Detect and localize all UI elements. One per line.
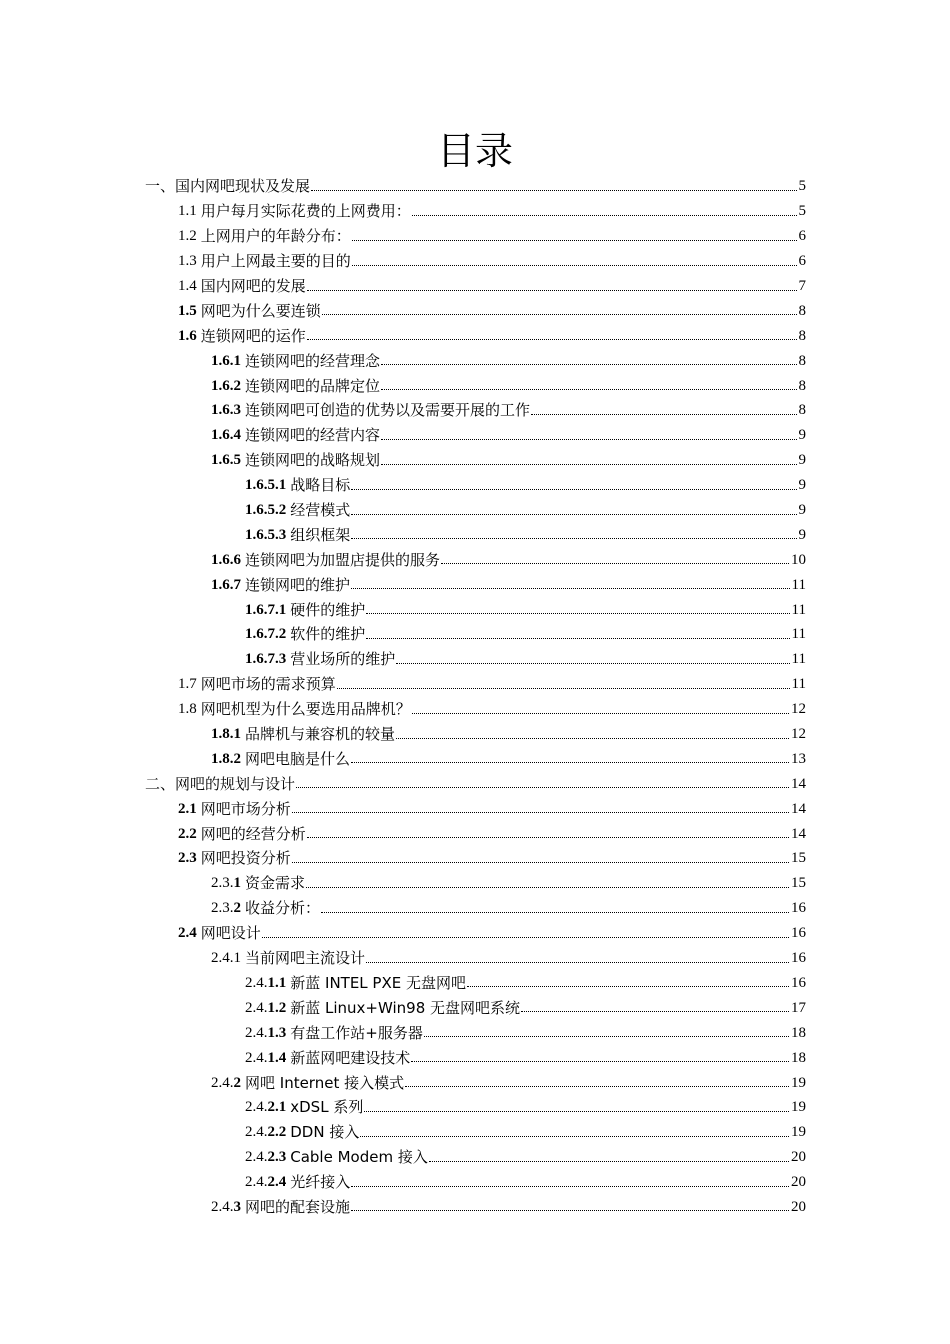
toc-entry[interactable]	[0, 522, 806, 547]
toc-entry[interactable]	[0, 622, 806, 647]
dot-leader	[381, 389, 796, 390]
toc-entry-title: 有盘工作站+服务器	[290, 1023, 423, 1042]
dot-leader	[366, 638, 789, 639]
toc-entry-page: 18	[791, 1024, 806, 1041]
dot-leader	[381, 364, 796, 365]
toc-entry-page: 9	[798, 526, 806, 543]
dot-leader	[405, 1086, 789, 1087]
toc-entry-title: 二、网吧的规划与设计	[145, 774, 296, 793]
toc-entry[interactable]	[0, 672, 806, 697]
toc-entry-number: 1.6.7.2	[245, 626, 287, 643]
toc-entry-number: 1.4	[267, 1049, 287, 1066]
toc-entry-page: 14	[791, 825, 806, 842]
toc-entry-page: 14	[791, 800, 806, 817]
toc-entry-title: 连锁网吧为加盟店提供的服务	[245, 550, 441, 569]
toc-entry-number: 3	[233, 1198, 241, 1215]
toc-entry[interactable]	[0, 647, 806, 672]
toc-entry[interactable]	[0, 547, 806, 572]
toc-entry-title: 组织框架	[290, 525, 351, 544]
toc-entry-page: 8	[798, 302, 806, 319]
dot-leader	[306, 887, 789, 888]
toc-entry-page: 19	[791, 1124, 806, 1141]
toc-entry-title: 用户上网最主要的目的	[200, 252, 351, 271]
toc-entry-number: 2	[233, 1074, 241, 1091]
toc-entry-page: 20	[791, 1198, 806, 1215]
toc-entry-number: 1.5	[178, 302, 197, 319]
toc-entry[interactable]	[0, 697, 806, 722]
page-title: 目录	[436, 129, 513, 173]
toc-entry-page: 15	[791, 850, 806, 867]
toc-entry-title: 网吧的经营分析	[200, 824, 306, 843]
dot-leader	[366, 613, 789, 614]
toc-entry-prefix: 1.3	[178, 253, 197, 270]
toc-entry-page: 16	[791, 950, 806, 967]
toc-entry-title: 连锁网吧可创造的优势以及需要开展的工作	[245, 401, 531, 420]
dot-leader	[411, 1061, 789, 1062]
toc-entry[interactable]	[0, 821, 806, 846]
toc-entry-page: 18	[791, 1049, 806, 1066]
toc-entry-title: 当前网吧主流设计	[245, 949, 366, 968]
toc-entry-page: 19	[791, 1099, 806, 1116]
toc-entry-prefix: 2.4.	[245, 1099, 268, 1116]
toc-entry-page: 8	[798, 402, 806, 419]
toc-entry[interactable]	[0, 348, 806, 373]
toc-entry-number: 1	[233, 875, 241, 892]
toc-entry-number: 2.2	[267, 1124, 287, 1141]
dot-leader	[381, 464, 796, 465]
toc-entry-number: 1.2	[267, 999, 287, 1016]
toc-entry-page: 20	[791, 1174, 806, 1191]
toc-entry-page: 12	[791, 701, 806, 718]
dot-leader	[364, 1111, 789, 1112]
dot-leader	[521, 1011, 789, 1012]
toc-entry[interactable]	[0, 871, 806, 896]
toc-entry-title: 网吧电脑是什么	[245, 749, 351, 768]
toc-entry-number: 1.6.5	[211, 452, 241, 469]
toc-entry[interactable]	[0, 373, 806, 398]
toc-entry-page: 16	[791, 974, 806, 991]
toc-entry-number: 1.6.4	[211, 427, 241, 444]
toc-entry-title: 软件的维护	[290, 625, 366, 644]
toc-entry[interactable]	[0, 448, 806, 473]
toc-entry[interactable]	[0, 249, 806, 274]
toc-entry-title: 硬件的维护	[290, 600, 366, 619]
toc-entry[interactable]	[0, 722, 806, 747]
toc-entry[interactable]	[0, 1170, 806, 1195]
dot-leader	[396, 663, 789, 664]
toc-entry-prefix: 1.2	[178, 228, 197, 245]
toc-entry[interactable]	[0, 473, 806, 498]
toc-entry-prefix: 2.4.	[245, 999, 268, 1016]
table-of-contents	[0, 174, 950, 1219]
toc-entry-title: 网吧机型为什么要选用品牌机？	[200, 700, 411, 719]
toc-entry-page: 16	[791, 900, 806, 917]
toc-entry-number: 2.1	[178, 800, 197, 817]
dot-leader	[352, 265, 797, 266]
toc-entry-title: 新蓝 INTEL PXE 无盘网吧	[290, 973, 466, 992]
dot-leader	[262, 937, 789, 938]
dot-leader	[307, 339, 797, 340]
toc-entry[interactable]	[0, 946, 806, 971]
toc-entry-prefix: 1.4	[178, 278, 197, 294]
dot-leader	[321, 912, 789, 913]
toc-entry-title: 网吧投资分析	[200, 849, 291, 868]
dot-leader	[292, 862, 789, 863]
toc-entry-title: 收益分析：	[245, 899, 321, 918]
dot-leader	[531, 414, 796, 415]
toc-entry[interactable]	[0, 771, 806, 796]
toc-entry-title: 连锁网吧的经营内容	[245, 426, 381, 445]
toc-entry[interactable]	[0, 174, 806, 199]
toc-entry-title: 连锁网吧的品牌定位	[245, 376, 381, 395]
toc-entry-page: 13	[791, 750, 806, 767]
dot-leader	[467, 986, 789, 987]
toc-entry-number: 2.4	[267, 1174, 287, 1191]
toc-entry-title: 用户每月实际花费的上网费用：	[200, 202, 411, 221]
toc-entry-prefix: 2.4.	[211, 1198, 234, 1215]
toc-entry-page: 7	[798, 278, 806, 294]
toc-entry-title: 连锁网吧的维护	[245, 575, 351, 594]
toc-entry-page: 9	[798, 427, 806, 444]
dot-leader	[396, 738, 789, 739]
toc-entry-number: 1.6.7	[211, 576, 241, 593]
toc-entry-prefix: 1.8	[178, 701, 197, 718]
toc-entry-page: 6	[798, 228, 806, 245]
toc-entry[interactable]	[0, 1095, 806, 1120]
toc-entry-number: 1.6.5.1	[245, 477, 287, 494]
toc-entry[interactable]	[0, 597, 806, 622]
toc-entry[interactable]	[0, 498, 806, 523]
toc-entry[interactable]	[0, 199, 806, 224]
toc-entry-page: 9	[798, 502, 806, 519]
toc-entry[interactable]	[0, 971, 806, 996]
toc-entry-title: 光纤接入	[290, 1173, 351, 1192]
toc-entry-title: 连锁网吧的运作	[200, 326, 306, 345]
toc-entry-page: 11	[791, 626, 806, 643]
toc-entry-title: 上网用户的年龄分布：	[200, 227, 351, 246]
toc-entry-title: 新蓝 Linux+Win98 无盘网吧系统	[290, 998, 521, 1017]
toc-entry-page: 8	[798, 327, 806, 344]
toc-entry[interactable]	[0, 1120, 806, 1145]
toc-entry-number: 1.1	[267, 974, 287, 991]
toc-entry-number: 1.8.1	[211, 726, 241, 743]
toc-entry-title: xDSL 系列	[290, 1098, 364, 1117]
dot-leader	[351, 538, 796, 539]
toc-entry-page: 8	[798, 377, 806, 394]
toc-entry[interactable]	[0, 846, 806, 871]
toc-entry-title: 网吧的配套设施	[245, 1197, 351, 1216]
dot-leader	[292, 812, 789, 813]
dot-leader	[351, 1186, 789, 1187]
toc-entry-number: 1.6.7.1	[245, 601, 287, 618]
toc-entry-page: 19	[791, 1074, 806, 1091]
toc-entry[interactable]	[0, 796, 806, 821]
toc-entry-page: 6	[798, 253, 806, 270]
toc-entry-number: 1.6.5.3	[245, 526, 287, 543]
toc-entry-prefix: 1.7	[178, 676, 197, 693]
toc-entry-title: 营业场所的维护	[290, 650, 396, 669]
toc-entry-prefix: 2.4.	[245, 974, 268, 991]
dot-leader	[311, 190, 796, 191]
dot-leader	[351, 1210, 789, 1211]
toc-entry[interactable]	[0, 1195, 806, 1220]
toc-entry-number: 2.2	[178, 825, 197, 842]
toc-entry-number: 2.1	[267, 1099, 287, 1116]
toc-entry-page: 16	[791, 925, 806, 942]
toc-entry-page: 9	[798, 477, 806, 494]
toc-entry-title: Cable Modem 接入	[290, 1148, 428, 1167]
toc-entry-page: 8	[798, 352, 806, 369]
toc-entry-title: 资金需求	[245, 874, 306, 893]
toc-entry[interactable]	[0, 1145, 806, 1170]
toc-entry-title: 国内网吧的发展	[200, 277, 306, 295]
toc-entry-title: 网吧 Internet 接入模式	[245, 1073, 405, 1092]
toc-entry-number: 1.6.5.2	[245, 502, 287, 519]
toc-entry-prefix: 2.4.	[245, 1174, 268, 1191]
dot-leader	[351, 762, 789, 763]
toc-entry[interactable]	[0, 572, 806, 597]
dot-leader	[337, 688, 790, 689]
toc-entry[interactable]	[0, 1070, 806, 1095]
dot-leader	[352, 240, 797, 241]
toc-entry-prefix: 2.3.	[211, 900, 234, 917]
dot-leader	[307, 290, 797, 291]
toc-entry-number: 1.6	[178, 327, 197, 344]
toc-entry-title: 战略目标	[290, 476, 351, 495]
dot-leader	[360, 1136, 789, 1137]
dot-leader	[296, 787, 789, 788]
toc-entry-number: 1.6.3	[211, 402, 241, 419]
toc-entry-number: 1.6.6	[211, 551, 241, 568]
toc-entry-title: DDN 接入	[290, 1123, 360, 1142]
dot-leader	[307, 837, 789, 838]
toc-entry-page: 14	[791, 775, 806, 792]
toc-entry-page: 11	[791, 651, 806, 668]
toc-entry-title: 连锁网吧的经营理念	[245, 351, 381, 370]
toc-entry-title: 连锁网吧的战略规划	[245, 451, 381, 470]
toc-entry-page: 11	[791, 676, 806, 693]
toc-entry-number: 2.4	[178, 925, 197, 942]
toc-entry[interactable]	[0, 921, 806, 946]
toc-entry[interactable]	[0, 746, 806, 771]
toc-entry-page: 11	[791, 601, 806, 618]
toc-entry[interactable]	[0, 274, 806, 299]
dot-leader	[381, 439, 796, 440]
dot-leader	[424, 1036, 789, 1037]
toc-entry-page: 15	[791, 875, 806, 892]
toc-entry-page: 20	[791, 1149, 806, 1166]
toc-entry-number: 1.3	[267, 1024, 287, 1041]
toc-entry-number: 2.3	[267, 1149, 287, 1166]
toc-entry-number: 1.6.7.3	[245, 651, 287, 668]
dot-leader	[351, 489, 796, 490]
toc-entry-title: 网吧为什么要连锁	[200, 301, 321, 320]
toc-entry-title: 经营模式	[290, 501, 351, 520]
toc-entry-number: 1.8.2	[211, 750, 241, 767]
toc-entry-page: 12	[791, 726, 806, 743]
dot-leader	[429, 1161, 789, 1162]
toc-entry-prefix: 2.4.	[245, 1049, 268, 1066]
toc-entry[interactable]	[0, 995, 806, 1020]
toc-entry[interactable]	[0, 323, 806, 348]
dot-leader	[322, 314, 797, 315]
toc-entry-page: 9	[798, 452, 806, 469]
toc-entry[interactable]	[0, 1020, 806, 1045]
toc-entry-prefix: 2.4.	[245, 1124, 268, 1141]
toc-entry-title: 网吧市场的需求预算	[200, 675, 336, 694]
dot-leader	[441, 563, 789, 564]
toc-entry[interactable]	[0, 1045, 806, 1070]
toc-entry-page: 10	[791, 551, 806, 568]
toc-entry-number: 2.3	[178, 850, 197, 867]
dot-leader	[412, 215, 797, 216]
toc-entry-prefix: 2.3.	[211, 875, 234, 892]
toc-entry-page: 5	[798, 203, 806, 220]
dot-leader	[351, 514, 796, 515]
toc-entry-prefix: 1.1	[178, 203, 197, 220]
toc-entry-number: 1.6.1	[211, 352, 241, 369]
toc-entry[interactable]	[0, 224, 806, 249]
toc-entry-title: 新蓝网吧建设技术	[290, 1048, 411, 1067]
toc-entry-title: 品牌机与兼容机的较量	[245, 725, 396, 744]
toc-entry-title: 网吧设计	[200, 924, 261, 943]
toc-entry-page: 17	[791, 999, 806, 1016]
toc-entry-page: 5	[798, 178, 806, 195]
toc-entry-prefix: 2.4.	[211, 1074, 234, 1091]
toc-entry[interactable]	[0, 423, 806, 448]
toc-entry[interactable]	[0, 298, 806, 323]
toc-entry[interactable]	[0, 398, 806, 423]
toc-entry-prefix: 2.4.	[245, 1149, 268, 1166]
toc-entry-title: 一、国内网吧现状及发展	[145, 177, 311, 196]
toc-entry-page: 11	[791, 576, 806, 593]
toc-entry[interactable]	[0, 896, 806, 921]
dot-leader	[351, 588, 790, 589]
dot-leader	[366, 962, 789, 963]
dot-leader	[412, 713, 789, 714]
toc-entry-prefix: 2.4.	[245, 1024, 268, 1041]
toc-entry-prefix: 2.4.1	[211, 950, 241, 967]
toc-entry-number: 2	[233, 900, 241, 917]
toc-entry-title: 网吧市场分析	[200, 799, 291, 818]
toc-entry-number: 1.6.2	[211, 377, 241, 394]
